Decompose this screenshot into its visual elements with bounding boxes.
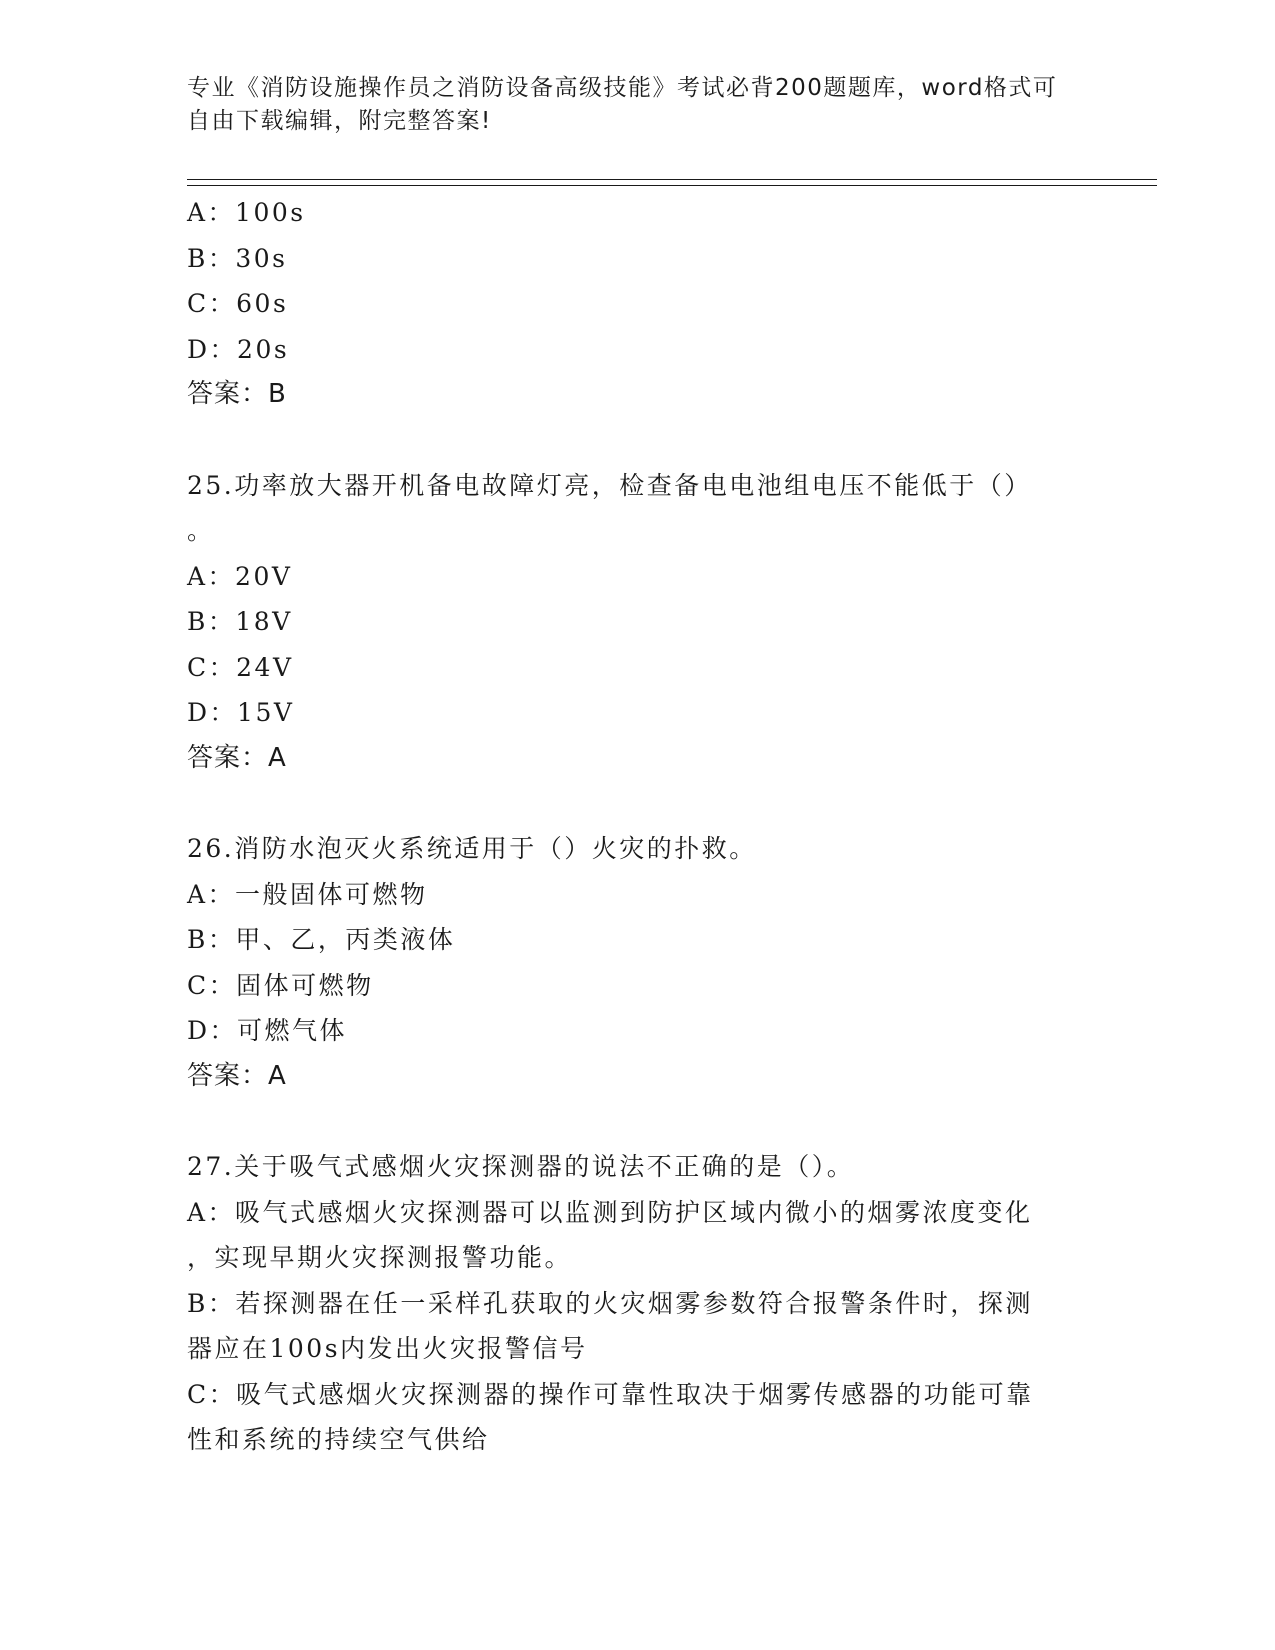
option-a: A：一般固体可燃物 bbox=[187, 879, 428, 909]
question-27 bbox=[187, 1144, 1067, 1463]
header-title-line-2: 自由下载编辑，附完整答案! bbox=[187, 108, 492, 134]
answer-label: 答案：A bbox=[187, 742, 287, 773]
answer-label: 答案：A bbox=[187, 1060, 287, 1091]
question-26 bbox=[187, 826, 1067, 1099]
option-b: B：30s bbox=[187, 243, 288, 273]
option-b-continuation: 器应在100s内发出火灾报警信号 bbox=[187, 1334, 588, 1363]
question-stem: 26.消防水泡灭火系统适用于（）火灾的扑救。 bbox=[187, 834, 757, 863]
document-header bbox=[187, 72, 1067, 138]
question-stem: 27.关于吸气式感烟火灾探测器的说法不正确的是（）。 bbox=[187, 1152, 855, 1181]
option-c: C：固体可燃物 bbox=[187, 970, 374, 1000]
answer-label: 答案：B bbox=[187, 379, 287, 409]
option-a: A：20V bbox=[187, 561, 293, 591]
option-c: C：60s bbox=[187, 289, 289, 318]
option-a: A：100s bbox=[187, 198, 306, 227]
option-c-continuation: 性和系统的持续空气供给 bbox=[187, 1425, 490, 1454]
option-c: C：吸气式感烟火灾探测器的操作可靠性取决于烟雾传感器的功能可靠 bbox=[187, 1379, 1034, 1409]
option-d: D：20s bbox=[187, 334, 290, 364]
option-a-continuation: ，实现早期火灾探测报警功能。 bbox=[187, 1243, 573, 1272]
option-d: D：15V bbox=[187, 698, 295, 727]
spacer bbox=[187, 1099, 1067, 1144]
header-title-line-1: 专业《消防设施操作员之消防设备高级技能》考试必背200题题库，word格式可 bbox=[187, 75, 1058, 101]
question-24-tail bbox=[187, 190, 1067, 418]
spacer bbox=[187, 781, 1067, 826]
header-double-rule bbox=[187, 179, 1157, 186]
option-b: B：甲、乙，丙类液体 bbox=[187, 925, 456, 954]
question-list bbox=[187, 190, 1067, 1463]
question-stem-continuation: 。 bbox=[187, 516, 215, 545]
option-b: B：18V bbox=[187, 607, 293, 636]
spacer bbox=[187, 418, 1067, 463]
question-stem: 25.功率放大器开机备电故障灯亮，检查备电电池组电压不能低于（） bbox=[187, 470, 1032, 500]
option-a: A：吸气式感烟火灾探测器可以监测到防护区域内微小的烟雾浓度变化 bbox=[187, 1197, 1033, 1227]
option-d: D：可燃气体 bbox=[187, 1016, 348, 1045]
question-25 bbox=[187, 463, 1067, 782]
option-b: B：若探测器在任一采样孔获取的火灾烟雾参数符合报警条件时，探测 bbox=[187, 1288, 1033, 1318]
option-c: C：24V bbox=[187, 652, 294, 682]
